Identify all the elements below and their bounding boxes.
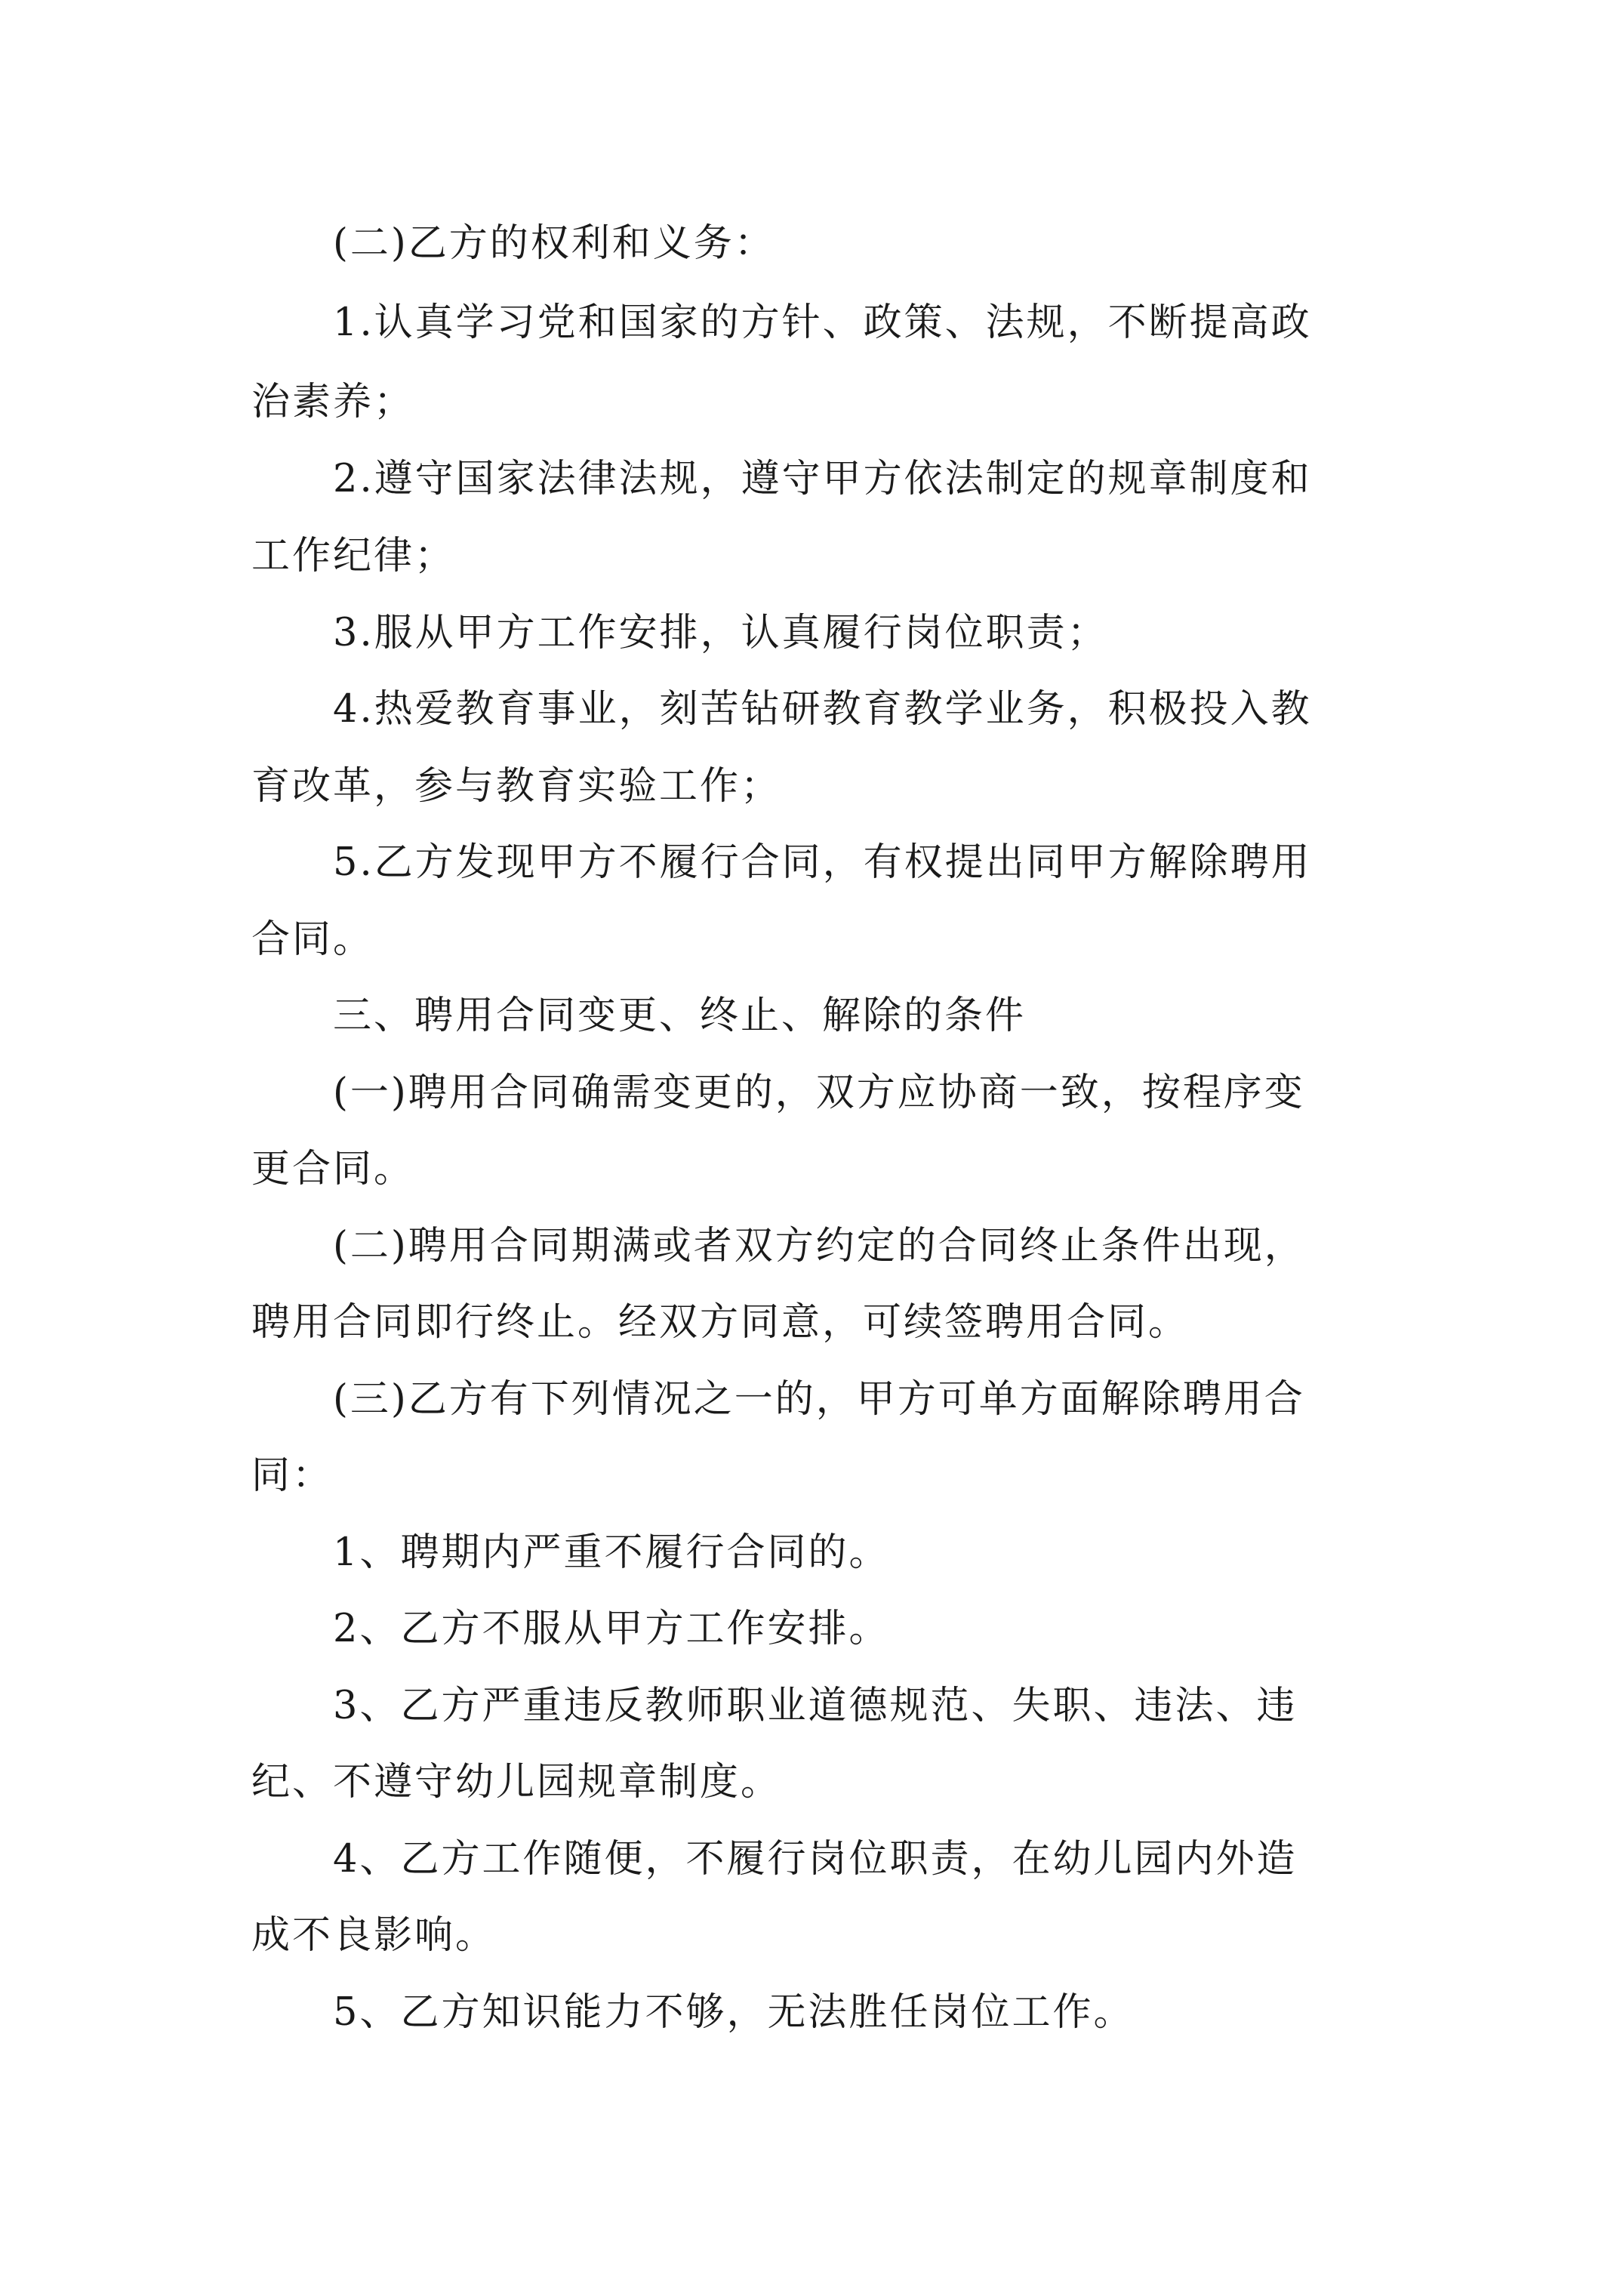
paragraph-line: 育改革，参与教育实验工作； bbox=[251, 764, 782, 809]
paragraph-line: 工作纪律； bbox=[251, 534, 456, 578]
paragraph-line: 合同。 bbox=[251, 917, 374, 962]
list-item: 1、聘期内严重不履行合同的。 bbox=[333, 1530, 890, 1575]
paragraph-line: 纪、不遵守幼儿园规章制度。 bbox=[251, 1760, 782, 1804]
paragraph-line: 1.认真学习党和国家的方针、政策、法规，不断提高政 bbox=[333, 300, 1312, 345]
paragraph-line: 更合同。 bbox=[251, 1147, 415, 1191]
paragraph-line: (一)聘用合同确需变更的，双方应协商一致，按程序变 bbox=[333, 1071, 1305, 1115]
paragraph-line: 成不良影响。 bbox=[251, 1913, 497, 1958]
list-item: 5、乙方知识能力不够，无法胜任岗位工作。 bbox=[333, 1990, 1135, 2035]
section-heading-party-b-rights: (二)乙方的权利和义务： bbox=[333, 221, 775, 266]
paragraph-line: 同： bbox=[251, 1453, 334, 1498]
list-item: 2、乙方不服从甲方工作安排。 bbox=[333, 1607, 890, 1651]
paragraph-line: (二)聘用合同期满或者双方约定的合同终止条件出现， bbox=[333, 1224, 1305, 1268]
paragraph-line: 治素养； bbox=[251, 380, 415, 424]
list-item: 4、乙方工作随便，不履行岗位职责，在幼儿园内外造 bbox=[333, 1837, 1298, 1881]
paragraph-line: 2.遵守国家法律法规，遵守甲方依法制定的规章制度和 bbox=[333, 457, 1312, 501]
paragraph-line: 5.乙方发现甲方不履行合同，有权提出同甲方解除聘用 bbox=[333, 840, 1312, 885]
paragraph-line: 3.服从甲方工作安排，认真履行岗位职责； bbox=[333, 611, 1108, 655]
paragraph-line: 4.热爱教育事业，刻苦钻研教育教学业务，积极投入教 bbox=[333, 687, 1312, 732]
paragraph-line: (三)乙方有下列情况之一的，甲方可单方面解除聘用合 bbox=[333, 1377, 1305, 1422]
section-heading-contract-change: 三、聘用合同变更、终止、解除的条件 bbox=[333, 994, 1027, 1038]
paragraph-line: 聘用合同即行终止。经双方同意，可续签聘用合同。 bbox=[251, 1300, 1190, 1345]
list-item: 3、乙方严重违反教师职业道德规范、失职、违法、违 bbox=[333, 1684, 1298, 1728]
